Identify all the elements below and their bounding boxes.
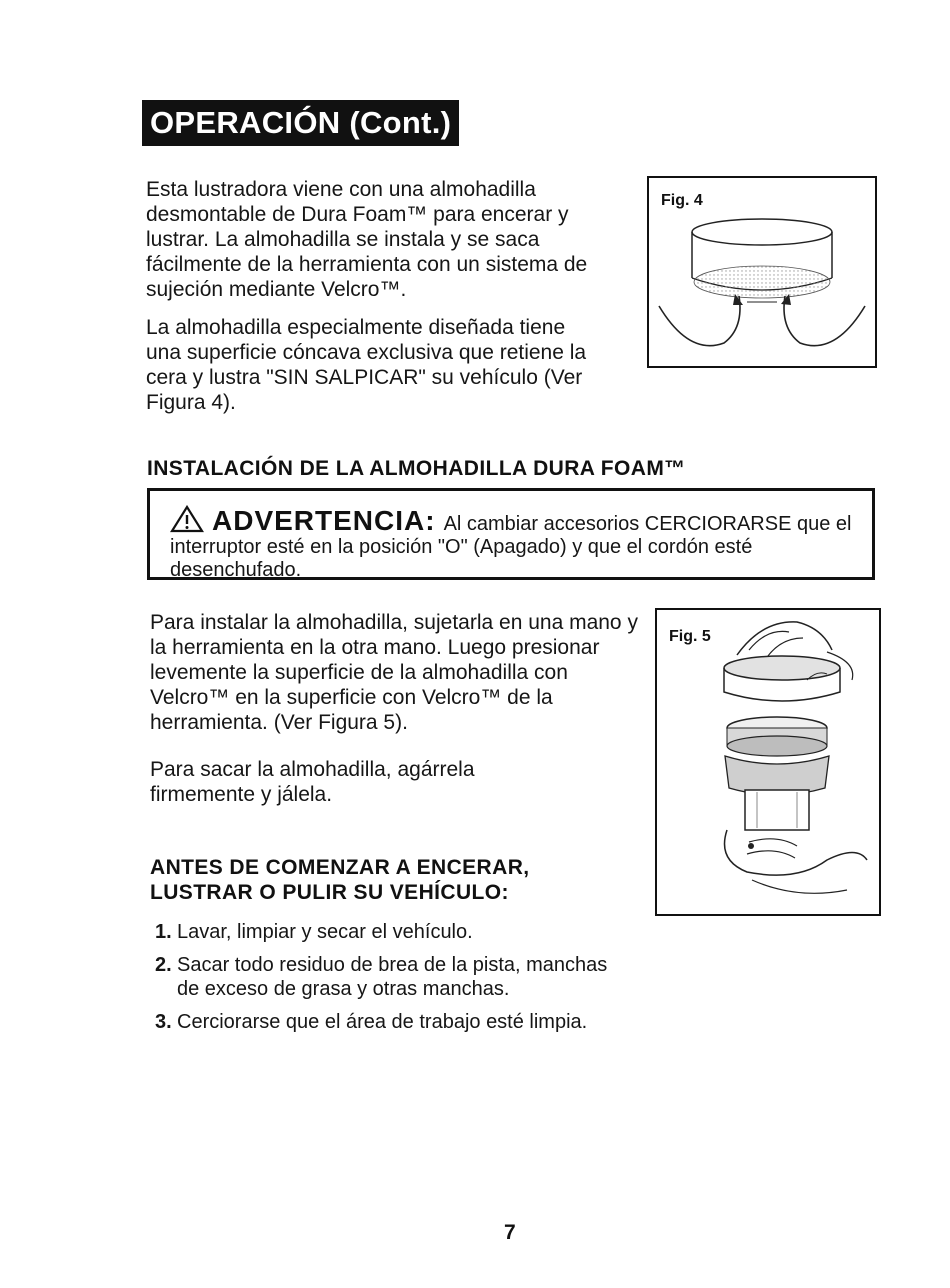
figure-4 — [647, 176, 877, 368]
list-item — [155, 920, 635, 944]
pad-installation-illustration — [657, 610, 879, 914]
installation-heading: INSTALACIÓN DE LA ALMOHADILLA DURA FOAM™ — [147, 457, 686, 480]
figure-5-label: Fig. 5 — [669, 628, 711, 645]
warning-box — [147, 488, 875, 580]
installation-text — [150, 610, 638, 807]
warning-text: Al cambiar accesorios CERCIORARSE que el interruptor esté en la posición "O" (Apagado) y que el cordón esté desenchufado. — [170, 513, 852, 581]
warning-content — [170, 505, 862, 582]
intro-paragraph-2: La almohadilla especialmente diseñada tiene una superficie cóncava exclusiva que retiene la cera y lustra "SIN SALPICAR" su vehículo (Ver Figura 4). — [146, 316, 587, 414]
step-number: 2. — [155, 954, 172, 976]
foam-pad-illustration — [649, 178, 875, 366]
step-text: Cerciorarse que el área de trabajo esté limpia. — [177, 1011, 588, 1033]
list-item — [155, 953, 635, 1001]
warning-triangle-icon — [170, 505, 204, 533]
step-text: Sacar todo residuo de brea de la pista, manchas de exceso de grasa y otras manchas. — [177, 954, 608, 1000]
before-waxing-heading-line-2: LUSTRAR O PULIR SU VEHÍCULO: — [150, 881, 509, 904]
before-waxing-heading — [150, 855, 630, 905]
intro-text — [146, 177, 604, 415]
installation-paragraph-1: Para instalar la almohadilla, sujetarla en una mano y la herramienta en la otra mano. Luego presionar levemente la superficie de la almohadilla con Velcro™ en la superficie con Velcro™ de la herramienta. (Ver Figura 5). — [150, 611, 638, 734]
step-text: Lavar, limpiar y secar el vehículo. — [177, 921, 473, 943]
preparation-steps-list — [155, 920, 635, 1043]
list-item — [155, 1010, 635, 1034]
step-number: 3. — [155, 1011, 172, 1033]
installation-paragraph-2: Para sacar la almohadilla, agárrela firmemente y jálela. — [150, 758, 475, 806]
warning-title: ADVERTENCIA: — [212, 505, 436, 536]
page-number: 7 — [504, 1221, 516, 1244]
step-number: 1. — [155, 921, 172, 943]
intro-paragraph-1: Esta lustradora viene con una almohadilla desmontable de Dura Foam™ para encerar y lustrar. La almohadilla se instala y se saca fácilmente de la herramienta con un sistema de sujeción mediante Velcro™. — [146, 178, 588, 301]
before-waxing-heading-line-1: ANTES DE COMENZAR A ENCERAR, — [150, 856, 530, 879]
section-header: OPERACIÓN (Cont.) — [142, 100, 459, 146]
figure-5 — [655, 608, 881, 916]
figure-4-label: Fig. 4 — [661, 192, 703, 209]
